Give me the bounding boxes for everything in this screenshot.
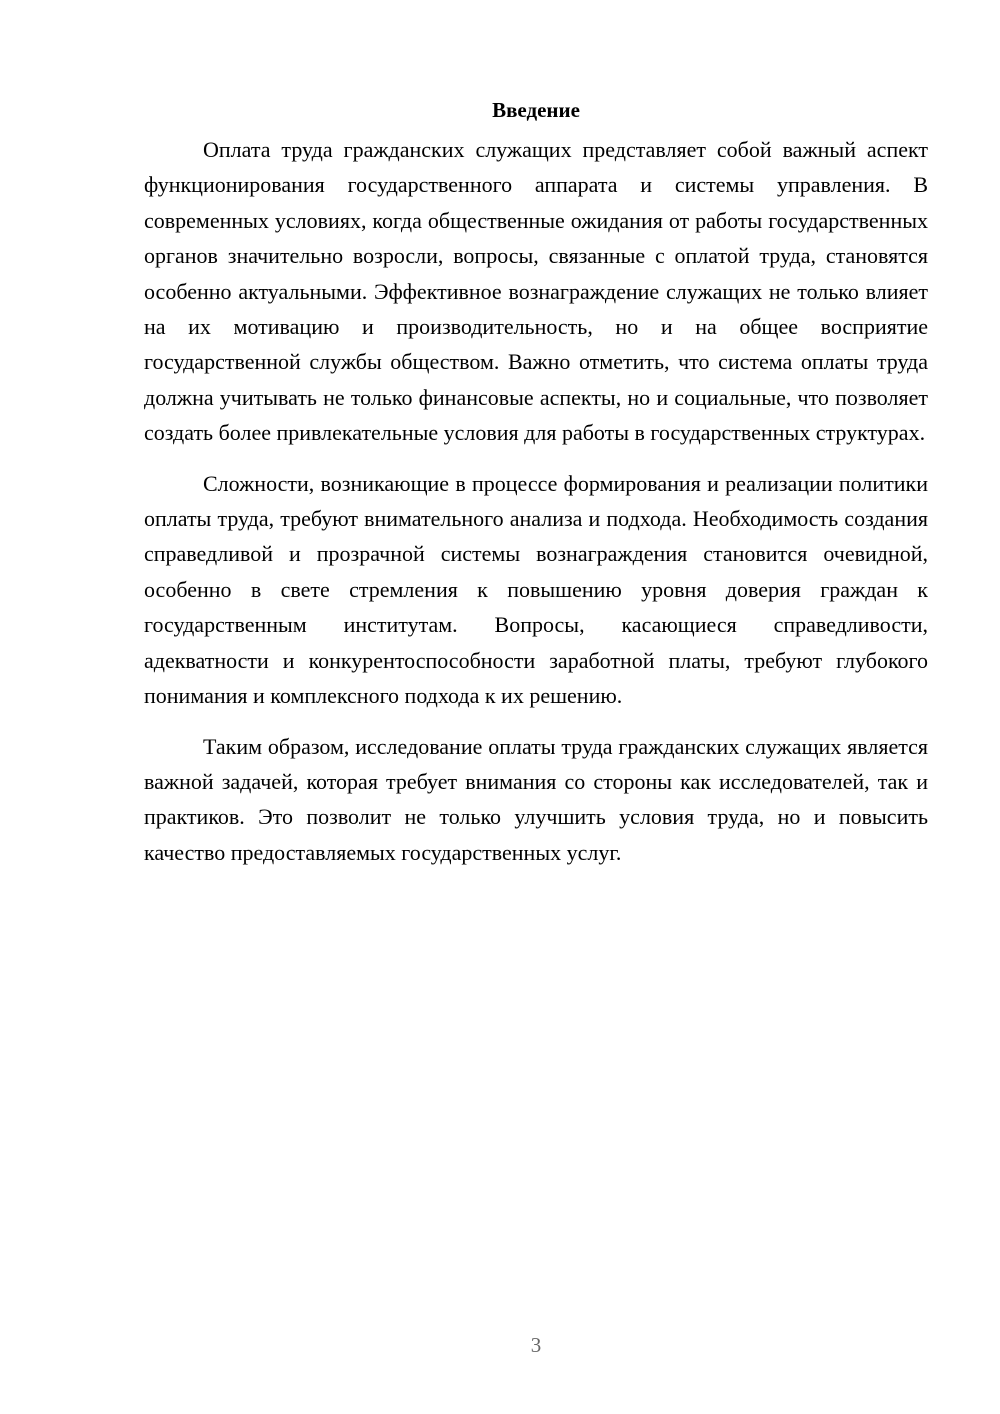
paragraph-1: Оплата труда гражданских служащих представляет собой важный аспект функционирования государственного аппарата и системы управления. В современных условиях, когда общественные ожидания от работы государственных органов значительно возросли, вопросы, связанные с оплатой труда, становятся особенно актуальными. Эффективное вознаграждение служащих не только влияет на их мотивацию и производительность, но и на общее восприятие государственной службы обществом. Важно отметить, что система оплаты труда должна учитывать не только финансовые аспекты, но и социальные, что позволяет создать более привлекательные условия для работы в государственных структурах. bbox=[144, 137, 928, 446]
section-title: Введение bbox=[492, 98, 580, 122]
paragraph-2: Сложности, возникающие в процессе формирования и реализации политики оплаты труда, требуют внимательного анализа и подхода. Необходимость создания справедливой и прозрачной системы вознаграждения становится очевидной, особенно в свете стремления к повышению уровня доверия граждан к государственным институтам. Вопросы, касающиеся справедливости, адекватности и конкурентоспособности заработной платы, требуют глубокого понимания и комплексного подхода к их решению. bbox=[144, 470, 928, 709]
paragraph-3: Таким образом, исследование оплаты труда гражданских служащих является важной задачей, которая требует внимания со стороны как исследователей, так и практиков. Это позволит не только улучшить условия труда, но и повысить качество предоставляемых государственных услуг. bbox=[144, 733, 928, 865]
page-number: 3 bbox=[530, 1333, 542, 1357]
document-page bbox=[144, 95, 928, 870]
